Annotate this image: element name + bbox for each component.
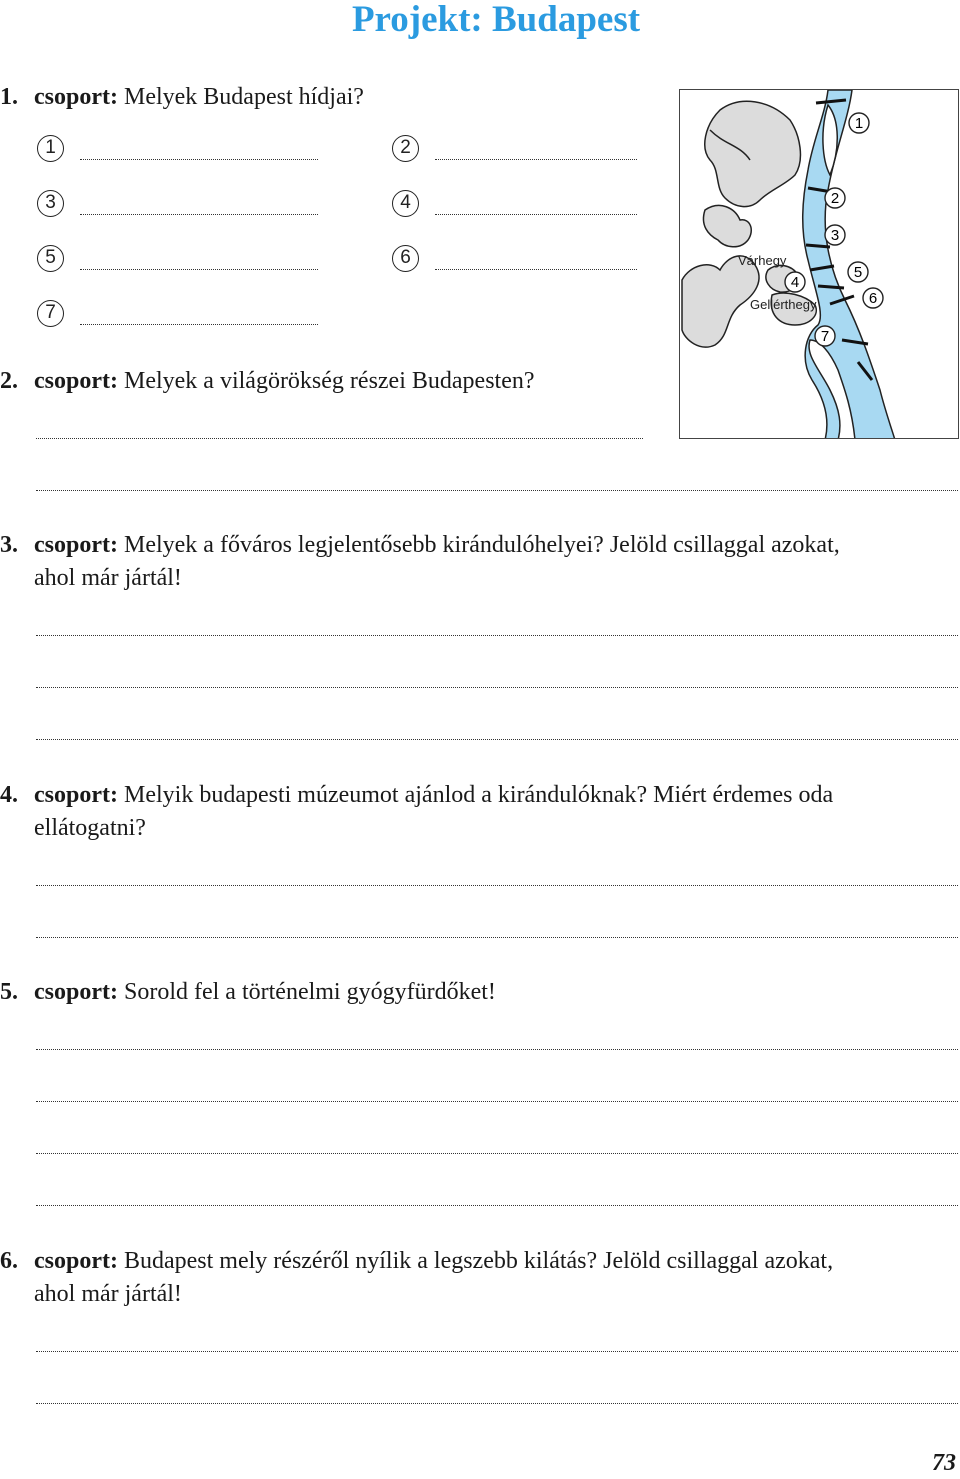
answer-line[interactable]	[36, 937, 958, 938]
answer-line[interactable]	[36, 438, 643, 439]
map-marker-5: 5	[853, 264, 863, 281]
bridge-mark-3	[806, 245, 830, 247]
answer-line[interactable]	[36, 1205, 958, 1206]
question-group: csoport:	[34, 782, 118, 808]
question-group: csoport:	[34, 979, 118, 1005]
bridge-answer-line[interactable]	[435, 214, 637, 215]
question-text: Melyek a főváros legjelentősebb kirándulóhelyei? Jelöld csillaggal azokat,	[123, 532, 840, 558]
label-varhegy: Várhegy	[738, 253, 787, 268]
bridge-number-badge: 1	[37, 135, 64, 162]
bridge-answer-line[interactable]	[435, 159, 637, 160]
question-text: Melyek Budapest hídjai?	[123, 84, 364, 110]
question-1	[0, 81, 364, 114]
answer-line[interactable]	[36, 1351, 958, 1352]
page-title: Projekt: Budapest	[351, 0, 641, 40]
question-5	[0, 976, 496, 1009]
answer-line[interactable]	[36, 1403, 958, 1404]
bridge-answer-line[interactable]	[80, 269, 318, 270]
question-number: 4.	[0, 782, 18, 808]
bridge-number-badge: 3	[37, 190, 64, 217]
answer-line[interactable]	[36, 885, 958, 886]
hill-west	[682, 256, 759, 347]
question-text-continued: ahol már jártál!	[34, 565, 182, 591]
question-group: csoport:	[34, 1248, 118, 1274]
label-gellerthegy: Gellérthegy	[750, 297, 817, 312]
map-marker-4: 4	[790, 274, 800, 291]
question-text: Budapest mely részéről nyílik a legszebb kilátás? Jelöld csillaggal azokat,	[123, 1248, 834, 1274]
question-number: 5.	[0, 979, 18, 1005]
answer-line[interactable]	[36, 687, 958, 688]
bridge-mark-5	[818, 286, 844, 288]
question-text: Melyek a világörökség részei Budapesten?	[123, 368, 535, 394]
answer-line[interactable]	[36, 635, 958, 636]
answer-line[interactable]	[36, 1153, 958, 1154]
map-marker-3: 3	[830, 227, 840, 244]
danube-river	[803, 90, 895, 439]
question-6	[0, 1245, 960, 1311]
bridge-number-badge: 2	[392, 135, 419, 162]
question-number: 2.	[0, 368, 18, 394]
question-3	[0, 529, 960, 595]
question-group: csoport:	[34, 368, 118, 394]
hill-north	[705, 101, 801, 206]
question-text: Melyik budapesti múzeumot ajánlod a kirándulóknak? Miért érdemes oda	[123, 782, 834, 808]
question-number: 6.	[0, 1248, 18, 1274]
question-text-continued: ellátogatni?	[34, 815, 146, 841]
question-4	[0, 779, 960, 845]
answer-line[interactable]	[36, 739, 958, 740]
bridge-number-badge: 7	[37, 300, 64, 327]
answer-line[interactable]	[36, 1101, 958, 1102]
map-illustration	[680, 90, 959, 439]
question-2	[0, 365, 535, 398]
bridge-number-badge: 4	[392, 190, 419, 217]
question-text: Sorold fel a történelmi gyógyfürdőket!	[123, 979, 496, 1005]
question-text-continued: ahol már jártál!	[34, 1281, 182, 1307]
bridge-answer-line[interactable]	[80, 214, 318, 215]
budapest-bridges-map	[679, 89, 959, 439]
bridge-answer-line[interactable]	[80, 324, 318, 325]
question-number: 3.	[0, 532, 18, 558]
map-marker-6: 6	[868, 290, 878, 307]
question-group: csoport:	[34, 84, 118, 110]
answer-line[interactable]	[36, 1049, 958, 1050]
map-marker-2: 2	[830, 190, 840, 207]
map-marker-1: 1	[854, 115, 864, 132]
page-number: 73	[932, 1450, 956, 1476]
hill-middle	[703, 205, 751, 246]
bridge-number-badge: 6	[392, 245, 419, 272]
answer-line[interactable]	[36, 490, 958, 491]
map-marker-7: 7	[820, 328, 830, 345]
bridge-answer-line[interactable]	[80, 159, 318, 160]
bridge-answer-line[interactable]	[435, 269, 637, 270]
question-group: csoport:	[34, 532, 118, 558]
question-number: 1.	[0, 84, 18, 110]
bridge-number-badge: 5	[37, 245, 64, 272]
